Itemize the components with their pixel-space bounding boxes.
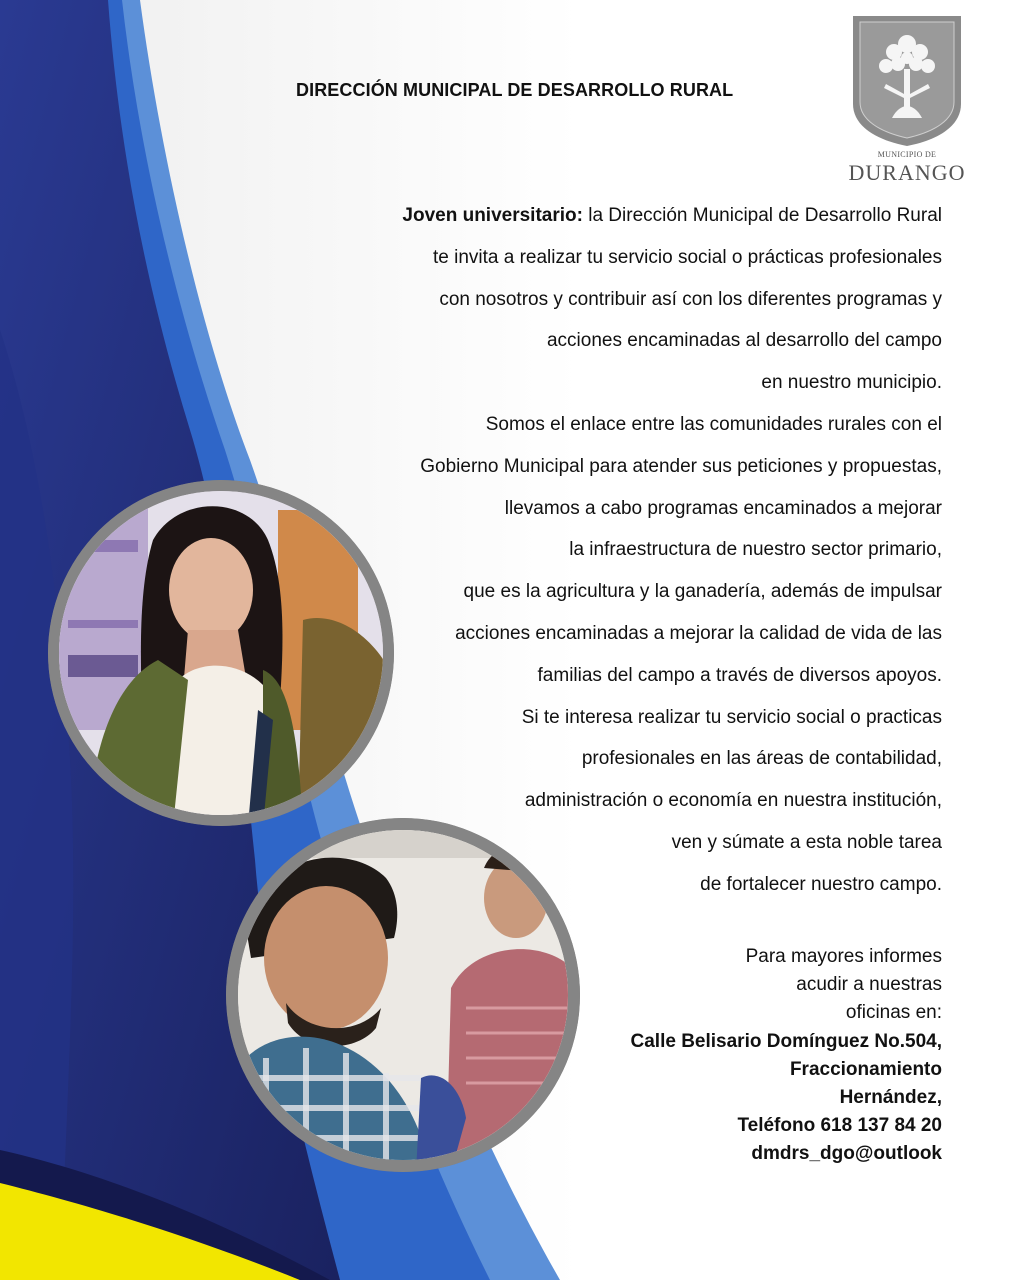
address-neighborhood: Fraccionamiento <box>789 1058 942 1080</box>
text-line: Gobierno Municipal para atender sus peticiones y propuestas, <box>420 455 942 477</box>
text-line: Si te interesa realizar tu servicio social o practicas <box>521 706 942 728</box>
text-line: llevamos a cabo programas encaminados a mejorar <box>504 497 942 519</box>
phone-number: Teléfono 618 137 84 20 <box>737 1115 942 1137</box>
text-line: en nuestro municipio. <box>761 372 942 394</box>
text-line: profesionales en las áreas de contabilidad, <box>581 748 942 770</box>
intro-bold: Joven universitario: <box>402 205 583 226</box>
text-line: acciones encaminadas al desarrollo del campo <box>546 330 942 352</box>
text-line: Somos el enlace entre las comunidades rurales con el <box>485 413 942 435</box>
text-line: familias del campo a través de diversos apoyos. <box>537 664 942 686</box>
logo-city-name: DURANGO <box>848 160 966 185</box>
text-line: acciones encaminadas a mejorar la calidad de vida de las <box>455 622 942 644</box>
info-line: Para mayores informes <box>745 946 942 967</box>
address-neighborhood-name: Hernández, <box>839 1086 942 1108</box>
logo-small-text: MUNICIPIO DE <box>877 150 937 159</box>
contact-info <box>542 943 942 1169</box>
address-street: Calle Belisario Domínguez No.504, <box>630 1030 942 1052</box>
text-line: administración o economía en nuestra institución, <box>524 790 942 812</box>
page-title: DIRECCIÓN MUNICIPAL DE DESARROLLO RURAL <box>296 80 734 100</box>
intro-line <box>322 195 942 237</box>
text-line: ven y súmate a esta noble tarea <box>671 831 942 853</box>
intro-rest: la Dirección Municipal de Desarrollo Rural <box>582 205 942 226</box>
text-line: la infraestructura de nuestro sector primario, <box>569 539 942 561</box>
email-address: dmdrs_dgo@outlook <box>751 1143 942 1165</box>
invitation-text <box>322 195 942 906</box>
text-line: de fortalecer nuestro campo. <box>700 873 942 895</box>
text-line: te invita a realizar tu servicio social o prácticas profesionales <box>432 246 942 268</box>
text-line: con nosotros y contribuir así con los diferentes programas y <box>439 288 942 310</box>
text-line: que es la agricultura y la ganadería, además de impulsar <box>463 581 942 603</box>
info-line: oficinas en: <box>845 1002 942 1024</box>
info-line: acudir a nuestras <box>796 974 942 996</box>
municipio-logo <box>848 14 966 185</box>
tree-crest-icon <box>848 14 966 148</box>
